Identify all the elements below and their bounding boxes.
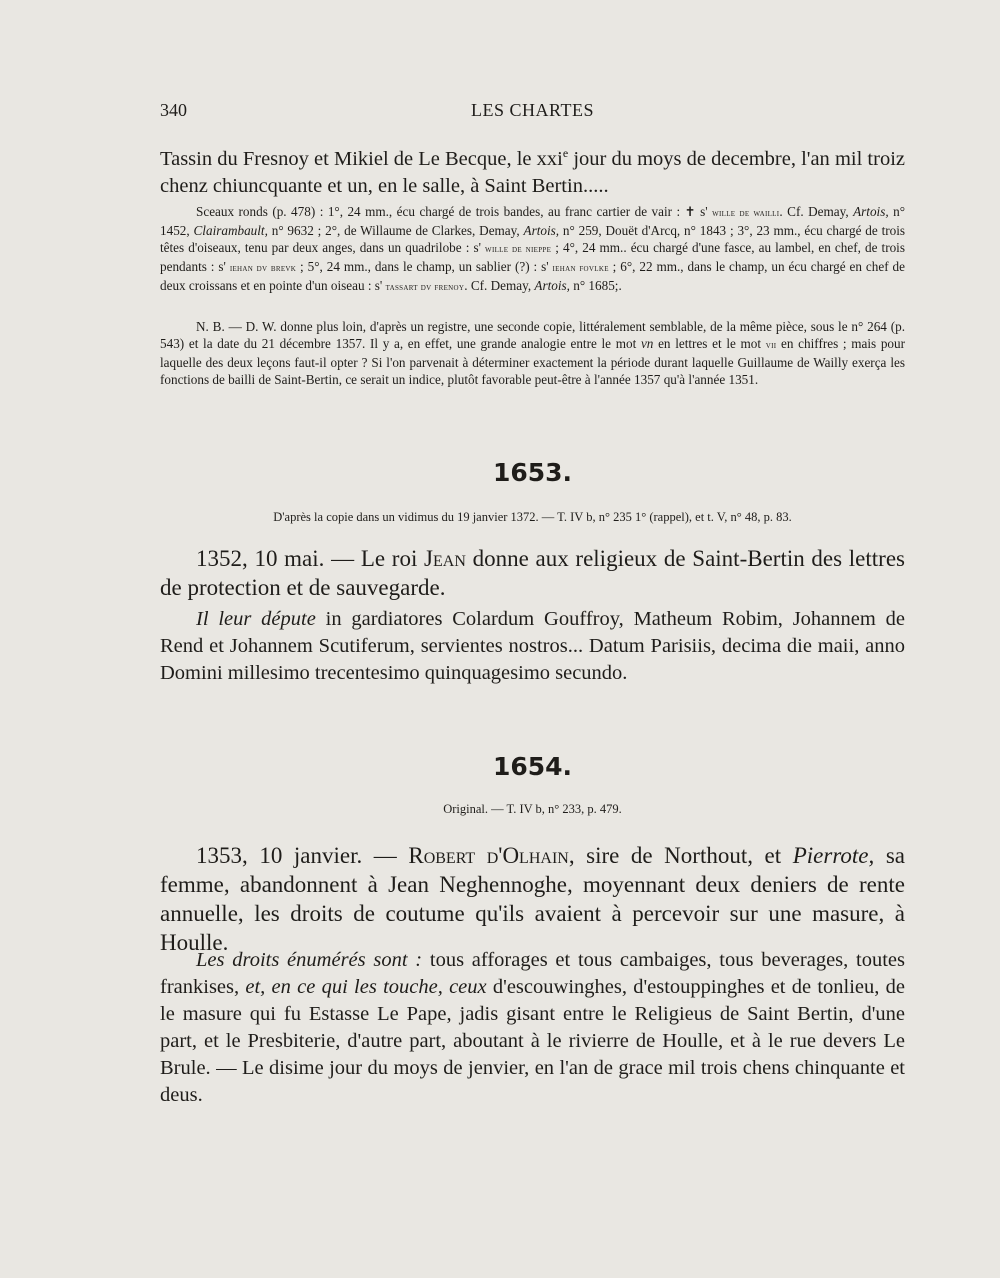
seals-note: Sceaux ronds (p. 478) : 1°, 24 mm., écu chargé de trois bandes, au franc cartier de vair : ✝ s' wille de wailli. Cf. Demay, Artois, n° 1452, Clairambault, n° 9632 ; 2°, de Willaume de Clarkes, Demay, Artois, n° 259, Douët d'Arcq, n° 1843 ; 3°, 23 mm., écu chargé de trois têtes d'oiseaux, tenu par deux anges, dans un quadrilobe : s' wille de nieppe ; 4°, 24 mm.. écu chargé d'une fasce, au lambel, en chef, de trois pendants : s' iehan dv brevk ; 5°, 24 mm., dans le champ, un sablier (?) : s' iehan fovlke ; 6°, 22 mm., dans le champ, un écu chargé en chef de deux croissans et en pointe d'un oiseau : s' tassart dv frenoy. Cf. Demay, Artois, n° 1685;. bbox=[160, 204, 906, 293]
nb-note: N. B. — D. W. donne plus loin, d'après un registre, une seconde copie, littéralement semblable, de la même pièce, sous le n° 264 (p. 543) et la date du 21 décembre 1357. Il y a, en effet, une grande analogie entre le mot vn en lettres et le mot vii en chiffres ; mais pour laquelle des deux leçons faut-il opter ? Si l'on parvenait à déterminer exactement la période durant laquelle Guillaume de Wailly exerça les fonctions de bailli de Saint-Bertin, ce serait un indice, plutôt favorable peut-être à l'année 1357 qu'à l'année 1351. bbox=[160, 319, 906, 387]
charter-1654-number: 1654. bbox=[492, 752, 573, 781]
cross-icon: ✝ bbox=[684, 204, 696, 219]
page-header bbox=[160, 100, 905, 130]
charter-1654-date: 1353, 10 janvier. bbox=[196, 843, 363, 868]
charter-1653-date: 1352, 10 mai. bbox=[196, 546, 325, 571]
charter-1654-summary: 1353, 10 janvier. — Robert d'Olhain, sire de Northout, et Pierrote, sa femme, abandonnent à Jean Neghennoghe, moyennant deux deniers de rente annuelle, les droits de coutume qu'ils avaient à percevoir sur une masure, à Houlle. bbox=[160, 843, 905, 955]
page-number: 340 bbox=[160, 100, 187, 120]
preceding-charter-ending: Tassin du Fresnoy et Mikiel de Le Becque, le xxi$^e$ jour du moys de decembre, l'an mil troiz chenz chiuncquante et un, en le salle, à Saint Bertin..... bbox=[160, 146, 905, 197]
charter-1653-source: D'après la copie dans un vidimus du 19 janvier 1372. — T. IV b, n° 235 1° (rappel), et t. V, n° 48, p. 83. bbox=[273, 510, 792, 524]
charter-1654-source: Original. — T. IV b, n° 233, p. 479. bbox=[443, 802, 622, 816]
charter-1653-number: 1653. bbox=[492, 458, 573, 487]
charter-1654-body: Les droits énumérés sont : tous afforages et tous cambaiges, tous beverages, toutes frankises, et, en ce qui les touche, ceux d'escouwinghes, d'estouppinghes et de tonlieu, de le masure qui fu Estasse Le Pape, jadis gisant entre le Religieus de Saint Bertin, d'une part, et le Presbiterie, d'autre part, aboutant à le rivierre de Houlle, et à le rue devers Le Brule. — Le disime jour du moys de jenvier, en l'an de grace mil trois chens chinquante et deus. bbox=[160, 949, 905, 1106]
running-title: LES CHARTES bbox=[471, 100, 594, 120]
charter-1653-summary: 1352, 10 mai. — Le roi Jean donne aux religieux de Saint-Bertin des lettres de protection et de sauvegarde. bbox=[160, 546, 905, 600]
charter-1653-body: Il leur députe in gardiatores Colardum Gouffroy, Matheum Robim, Johannem de Rend et Johannem Scutiferum, servientes nostros... Datum Parisiis, decima die maii, anno Domini millesimo trecentesimo quinquagesimo secundo. bbox=[160, 608, 905, 684]
